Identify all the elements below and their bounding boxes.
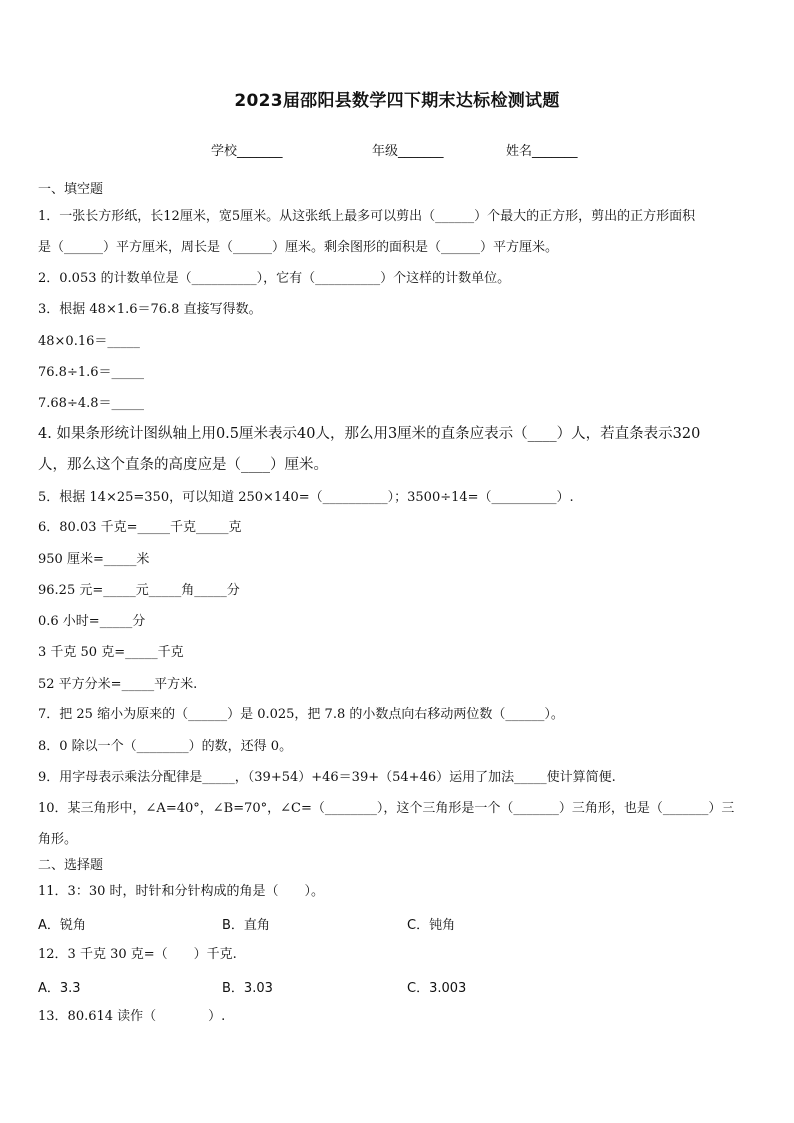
- question-11-option-a: A．锐角: [38, 918, 86, 933]
- school-field: 学校_______: [211, 144, 283, 159]
- grade-field: 年级_______: [372, 144, 444, 159]
- question-12-option-a: A．3.3: [38, 981, 81, 996]
- question-1-line-1: 1．一张长方形纸，长12厘米，宽5厘米。从这张纸上最多可以剪出（______）个最大的正方形，剪出的正方形面积: [38, 209, 696, 224]
- section-heading-fill-in: 一、填空题: [38, 182, 104, 197]
- question-1-line-2: 是（______）平方厘米，周长是（______）厘米。剩余图形的面积是（______）平方厘米。: [38, 240, 559, 255]
- question-8: 8．0 除以一个（________）的数，还得 0。: [38, 739, 293, 754]
- question-3-item-b: 76.8÷1.6＝_____: [38, 365, 145, 380]
- question-4-line-2: 人，那么这个直条的高度应是（____）厘米。: [38, 457, 328, 473]
- question-7: 7．把 25 缩小为原来的（______）是 0.025，把 7.8 的小数点向右移动两位数（______）。: [38, 707, 564, 722]
- question-12-option-c: C．3.003: [407, 981, 467, 996]
- question-5: 5．根据 14×25=350，可以知道 250×140=（__________）；3500÷14=（__________）.: [38, 490, 574, 505]
- question-4-line-1: 4. 如果条形统计图纵轴上用0.5厘米表示40人，那么用3厘米的直条应表示（____）人，若直条表示320: [38, 426, 701, 442]
- question-11-option-c: C．钝角: [407, 918, 456, 933]
- question-12-option-b: B．3.03: [222, 981, 273, 996]
- question-13: 13．80.614 读作（ ）.: [38, 1009, 226, 1024]
- question-11: 11．3：30 时，时针和分针构成的角是（ ）。: [38, 884, 324, 899]
- question-6-item-a: 950 厘米=_____米: [38, 552, 150, 567]
- question-6-item-e: 52 平方分米=_____平方米.: [38, 677, 198, 692]
- question-6-item-d: 3 千克 50 克=_____千克: [38, 645, 184, 660]
- question-3: 3．根据 48×1.6＝76.8 直接写得数。: [38, 302, 262, 317]
- question-6: 6．80.03 千克=_____千克_____克: [38, 520, 242, 535]
- page-title: 2023届邵阳县数学四下期末达标检测试题: [234, 91, 560, 111]
- question-3-item-c: 7.68÷4.8＝_____: [38, 396, 145, 411]
- question-12: 12．3 千克 30 克=（ ）千克.: [38, 947, 237, 962]
- question-3-item-a: 48×0.16＝_____: [38, 334, 140, 349]
- question-10-line-2: 角形。: [38, 832, 78, 847]
- question-2: 2．0.053 的计数单位是（__________），它有（__________）个这样的计数单位。: [38, 271, 511, 286]
- section-heading-multiple-choice: 二、选择题: [38, 858, 104, 873]
- question-6-item-b: 96.25 元=_____元_____角_____分: [38, 583, 240, 598]
- question-10-line-1: 10．某三角形中，∠A=40°，∠B=70°，∠C=（________），这个三角形是一个（_______）三角形，也是（_______）三: [38, 801, 735, 816]
- question-6-item-c: 0.6 小时=_____分: [38, 614, 146, 629]
- question-11-option-b: B．直角: [222, 918, 270, 933]
- name-field: 姓名_______: [506, 144, 578, 159]
- question-9: 9．用字母表示乘法分配律是_____，（39+54）+46＝39+（54+46）运用了加法_____使计算简便.: [38, 770, 616, 785]
